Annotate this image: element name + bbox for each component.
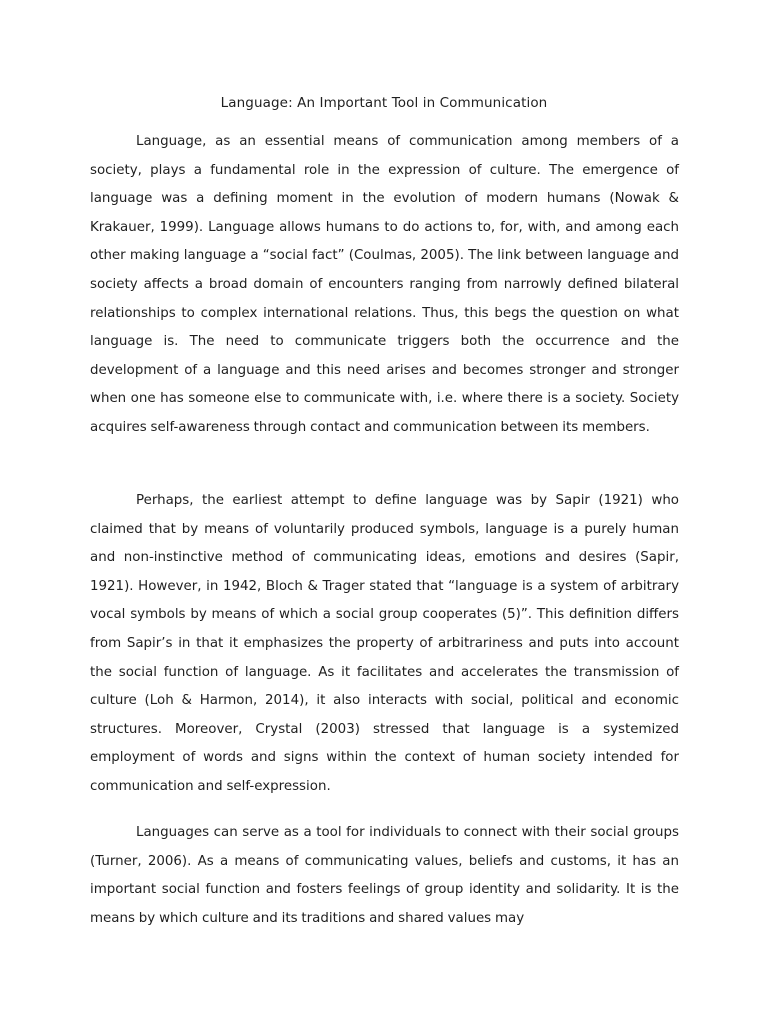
paragraph-1: Language, as an essential means of communication among members of a society, plays a fundamental role in the expression of culture. The emergence of language was a defining moment in the evolution of modern humans (Nowak & Krakauer, 1999). Language allows humans to do actions to, for, with, and among each other making language a “social fact” (Coulmas, 2005). The link between language and society affects a broad domain of encounters ranging from narrowly defined bilateral relationships to complex international relations. Thus, this begs the question on what language is. The need to communicate triggers both the occurrence and the development of a language and this need arises and becomes stronger and stronger when one has someone else to communicate with, i.e. where there is a society. Society acquires self-awareness through contact and communication between its members. xyxy=(90,134,679,435)
document-title: Language: An Important Tool in Communication xyxy=(220,95,548,111)
paragraph-2: Perhaps, the earliest attempt to define language was by Sapir (1921) who claimed that by means of voluntarily produced symbols, language is a purely human and non-instinctive method of communicating ideas, emotions and desires (Sapir, 1921). However, in 1942, Bloch & Trager stated that “language is a system of arbitrary vocal symbols by means of which a social group cooperates (5)”. This definition differs from Sapir’s in that it emphasizes the property of arbitrariness and puts into account the social function of language. As it facilitates and accelerates the transmission of culture (Loh & Harmon, 2014), it also interacts with social, political and economic structures. Moreover, Crystal (2003) stressed that language is a systemized employment of words and signs within the context of human society intended for communication and self-expression. xyxy=(90,493,679,794)
paragraph-3: Languages can serve as a tool for individuals to connect with their social groups (Turner, 2006). As a means of communicating values, beliefs and customs, it has an important social function and fosters feelings of group identity and solidarity. It is the means by which culture and its traditions and shared values may xyxy=(90,825,679,926)
